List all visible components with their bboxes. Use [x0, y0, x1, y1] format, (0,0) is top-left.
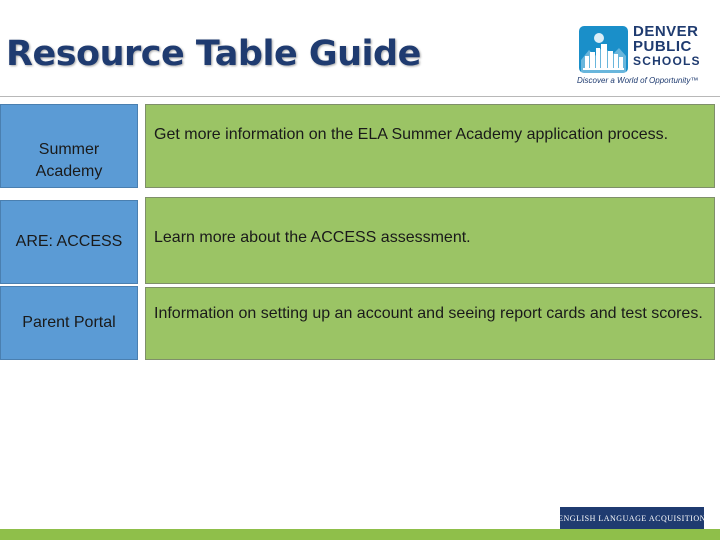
title-divider — [0, 96, 720, 97]
resource-description-access — [145, 197, 715, 284]
resource-label-summer-academy[interactable] — [0, 104, 138, 188]
footer-department-tag: ENGLISH LANGUAGE ACQUISITION — [560, 507, 704, 529]
resource-label-access[interactable] — [0, 200, 138, 284]
logo-line-denver: DENVER — [633, 23, 699, 40]
resource-label-text: Parent Portal — [22, 314, 116, 331]
slide-title: Resource Table Guide — [6, 34, 421, 74]
logo-wordmark — [633, 24, 701, 69]
logo-tagline: Discover a World of Opportunity™ — [577, 76, 699, 85]
resource-label-parent-portal[interactable] — [0, 286, 138, 360]
logo-line-public: PUBLIC — [633, 38, 692, 55]
resource-description-summer-academy — [145, 104, 715, 188]
resource-label-text: Summer Academy — [35, 141, 103, 180]
resource-description-text: Learn more about the ACCESS assessment. — [154, 229, 471, 246]
resource-description-text: Get more information on the ELA Summer Academy application process. — [154, 126, 669, 143]
dps-logo — [577, 24, 719, 86]
resource-description-text: Information on setting up an account and seeing report cards and test scores. — [154, 305, 703, 322]
city-skyline-icon — [579, 26, 628, 73]
footer-accent-bar — [0, 529, 720, 540]
logo-line-schools: SCHOOLS — [633, 54, 701, 68]
resource-label-text: ARE: ACCESS — [15, 233, 123, 250]
resource-description-parent-portal — [145, 287, 715, 360]
